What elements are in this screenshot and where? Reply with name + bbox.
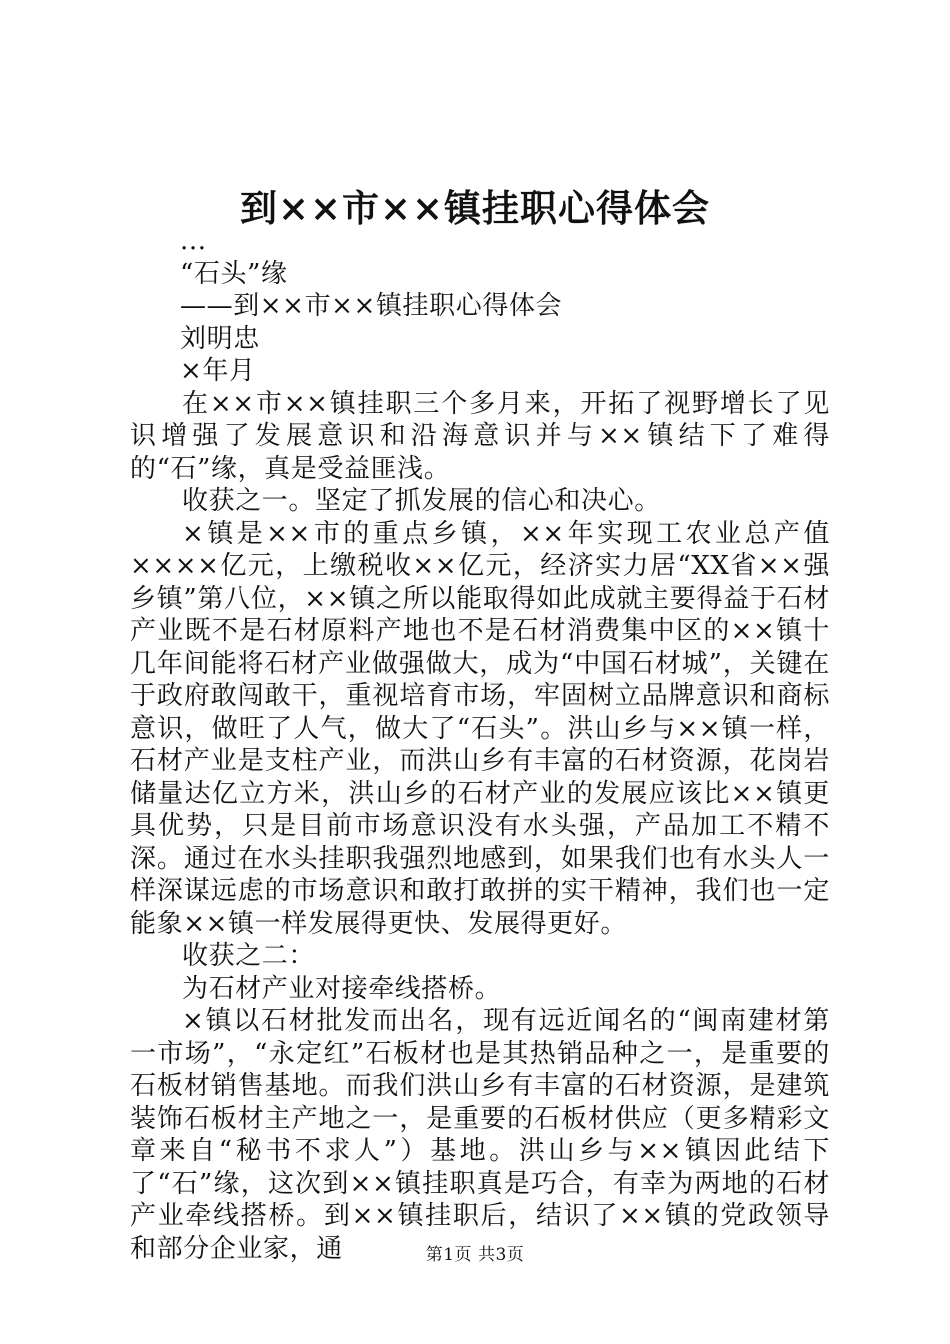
paragraph-gain-one-body: ×镇是××市的重点乡镇，××年实现工农业总产值××××亿元，上缴税收××亿元，经济实力居“XX省××强乡镇”第八位，××镇之所以能取得如此成就主要得益于石材产业既不是石材原料产地也不是石材消费集中区的××镇十几年间能将石材产业做强做大，成为“中国石材城”，关键在于政府敢闯敢干，重视培育市场，牢固树立品牌意识和商标意识，做旺了人气，做大了“石头”。洪山乡与××镇一样，石材产业是支柱产业，而洪山乡有丰富的石材资源，花岗岩储量达亿立方米，洪山乡的石材产业的发展应该比××镇更具优势，只是目前市场意识没有水头强，产品加工不精不深。通过在水头挂职我强烈地感到，如果我们也有水头人一样深谋远虑的市场意识和敢打敢拼的实干精神，我们也一定能象××镇一样发展得更快、发展得更好。 bbox=[130, 518, 830, 939]
document-body bbox=[130, 225, 830, 1265]
page-footer: 第1页 共3页 bbox=[425, 1245, 525, 1265]
paragraph-gain-two-body: ×镇以石材批发而出名，现有远近闻名的“闽南建材第一市场”，“永定红”石板材也是其热销品种之一，是重要的石板材销售基地。而我们洪山乡有丰富的石材资源，是建筑装饰石板材主产地之一，是重要的石板材供应（更多精彩文章来自“秘书不求人”）基地。洪山乡与××镇因此结下了“石”缘，这次到××镇挂职真是巧合，有幸为两地的石材产业牵线搭桥。到××镇挂职后，结识了××镇的党政领导和部分企业家，通 bbox=[130, 1006, 830, 1264]
subtitle-line: “石头”缘 bbox=[180, 258, 288, 289]
paragraph-gain-two-subheading: 为石材产业对接牵线搭桥。 bbox=[182, 973, 502, 1004]
paragraph-heading-gain-one: 收获之一。坚定了抓发展的信心和决心。 bbox=[182, 486, 661, 516]
paragraph-intro: 在××市××镇挂职三个多月来，开拓了视野增长了见识增强了发展意识和沿海意识并与××镇结下了难得的“石”缘，真是受益匪浅。 bbox=[130, 388, 830, 484]
paragraph-heading-gain-two: 收获之二： bbox=[182, 941, 316, 971]
subheading-line: ——到××市××镇挂职心得体会 bbox=[180, 291, 563, 321]
author-line: 刘明忠 bbox=[180, 323, 260, 354]
ellipsis-line: ... bbox=[180, 226, 207, 256]
date-line: ×年月 bbox=[180, 356, 256, 386]
document-title: 到××市××镇挂职心得体会 bbox=[239, 186, 710, 230]
